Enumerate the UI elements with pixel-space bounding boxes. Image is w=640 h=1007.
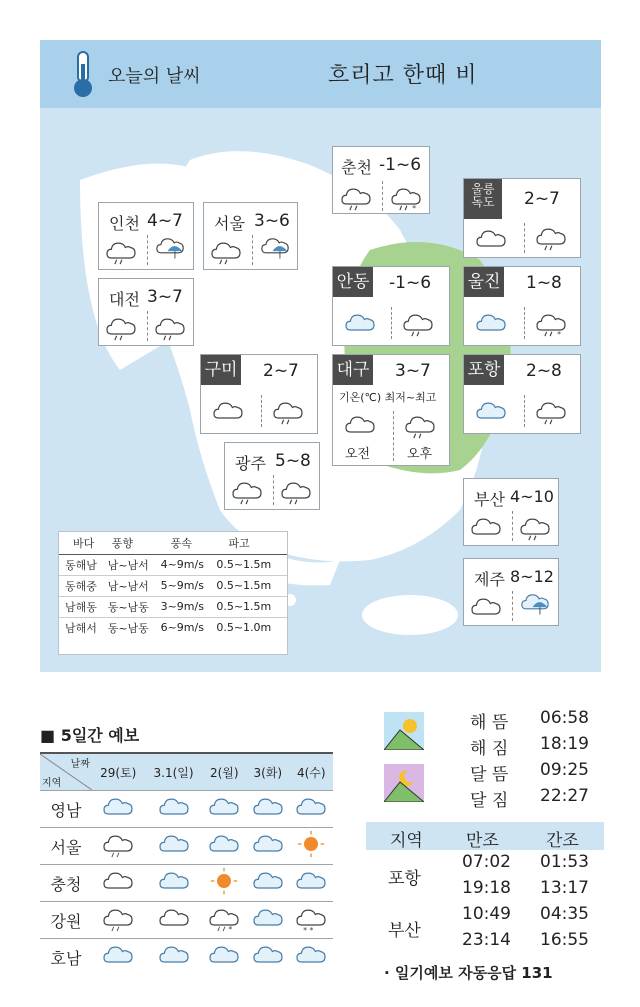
cloud-rain-snow-icon — [203, 902, 246, 939]
cloud-rain-snow-icon — [389, 183, 423, 211]
cloud-rain-icon — [104, 237, 138, 265]
city-name: 대전 — [109, 290, 140, 309]
sea-cell: 0.5~1.5m — [216, 558, 272, 571]
partly-cloudy-icon — [246, 828, 289, 865]
tide-region: 부산 — [388, 921, 421, 941]
city-temp: 3~7 — [395, 361, 431, 381]
sea-cell: 동~남동 — [107, 600, 149, 614]
cloud-snow-icon — [289, 902, 333, 939]
partly-cloudy-icon — [289, 865, 333, 902]
partly-cloudy-icon — [343, 309, 377, 337]
sea-cell: 5~9m/s — [160, 579, 204, 592]
tide-low: 01:53 — [540, 852, 589, 872]
city-temp: 2~8 — [526, 361, 562, 381]
cloud-rain-icon — [401, 309, 435, 337]
umbrella-cloud-icon — [258, 233, 292, 261]
sea-cell: 4~9m/s — [160, 558, 204, 571]
cloud-rain-icon — [209, 237, 243, 265]
city-card-gwangju — [224, 442, 320, 510]
city-temp: 1~8 — [526, 273, 562, 293]
cloud-rain-icon — [339, 183, 373, 211]
forecast5-row — [40, 791, 333, 828]
cloud-rain-icon — [153, 313, 187, 341]
city-name: 인천 — [109, 214, 140, 233]
moonrise-label: 달 뜸 — [470, 765, 509, 785]
city-card-uljin — [463, 266, 581, 346]
city-card-seoul — [203, 202, 298, 270]
city-temp: -1~6 — [379, 155, 422, 175]
day-header: 2(월) — [203, 753, 246, 791]
sea-cell: 0.5~1.5m — [216, 579, 272, 592]
forecast-summary: 흐리고 한때 비 — [328, 63, 478, 88]
page-title: 오늘의 날씨 — [108, 66, 201, 87]
sea-cell: 남해서 — [65, 621, 97, 635]
tide-header-low: 간조 — [546, 831, 579, 851]
city-name-tag: 울진 — [464, 267, 504, 297]
footer-note: · 일기예보 자동응답 131 — [384, 964, 553, 982]
thermometer-icon — [68, 50, 98, 100]
cloud-rain-icon — [104, 313, 138, 341]
city-temp: -1~6 — [389, 273, 432, 293]
cloud-icon — [92, 865, 145, 902]
city-temp: 5~8 — [275, 451, 311, 471]
cloud-rain-icon — [230, 477, 264, 505]
partly-cloudy-icon — [203, 828, 246, 865]
pm-label: 오후 — [407, 447, 433, 462]
sea-header: 파고 — [228, 536, 250, 550]
partly-cloudy-icon — [203, 791, 246, 828]
sea-header: 풍향 — [111, 536, 133, 550]
sea-cell: 남해동 — [65, 600, 97, 614]
city-card-incheon — [98, 202, 194, 270]
cloud-rain-icon — [92, 902, 145, 939]
partly-cloudy-icon — [246, 865, 289, 902]
cloud-icon — [469, 513, 503, 541]
city-name-tag: 안동 — [333, 267, 373, 297]
sea-cell: 6~9m/s — [160, 621, 204, 634]
temp-legend: 기온(℃) 최저~최고 — [339, 391, 437, 404]
forecast5-row — [40, 828, 333, 865]
cloud-icon — [145, 902, 203, 939]
city-name: 춘천 — [341, 158, 372, 177]
moonrise-icon — [384, 764, 424, 802]
sun-icon — [203, 865, 246, 902]
partly-cloudy-icon — [92, 791, 145, 828]
partly-cloudy-icon — [246, 902, 289, 939]
city-card-gumi — [200, 354, 318, 434]
city-card-jeju — [463, 558, 559, 626]
sea-cell: 0.5~1.0m — [216, 621, 272, 634]
sunset-time: 18:19 — [540, 734, 589, 754]
tide-high: 19:18 — [462, 878, 511, 898]
city-temp: 2~7 — [263, 361, 299, 381]
region-label: 서울 — [40, 828, 92, 865]
city-card-chuncheon — [332, 146, 430, 214]
day-header: 4(수) — [289, 753, 333, 791]
city-name-tag: 구미 — [201, 355, 241, 385]
sea-cell: 동해남 — [65, 558, 97, 572]
city-name: 광주 — [235, 454, 266, 473]
cloud-rain-snow-icon — [534, 309, 568, 337]
city-name: 제주 — [474, 570, 505, 589]
sea-cell: 남~남서 — [107, 558, 149, 572]
day-header: 3(화) — [246, 753, 289, 791]
city-temp: 3~6 — [254, 211, 290, 231]
cloud-rain-icon — [534, 397, 568, 425]
corner-cell: 날짜 지역 — [40, 753, 92, 791]
sea-cell: 남~남서 — [107, 579, 149, 593]
city-temp: 3~7 — [147, 287, 183, 307]
city-name: 서울 — [214, 214, 245, 233]
cloud-rain-icon — [279, 477, 313, 505]
cloud-rain-icon — [403, 411, 437, 439]
partly-cloudy-icon — [145, 865, 203, 902]
sea-cell: 동해중 — [65, 579, 97, 593]
region-label: 영남 — [40, 791, 92, 828]
sea-header: 바다 — [73, 536, 95, 550]
svg-text:*: * — [557, 330, 562, 337]
city-temp: 2~7 — [524, 189, 560, 209]
tide-high: 23:14 — [462, 930, 511, 950]
partly-cloudy-icon — [145, 791, 203, 828]
umbrella-cloud-icon — [518, 589, 552, 617]
sunset-label: 해 짐 — [470, 739, 509, 759]
sun-icon — [289, 828, 333, 865]
sea-table — [58, 531, 288, 655]
forecast5-row — [40, 902, 333, 939]
city-card-daegu — [332, 354, 450, 466]
sea-header: 풍속 — [170, 536, 192, 550]
city-temp: 4~7 — [147, 211, 183, 231]
sea-cell: 동~남동 — [107, 621, 149, 635]
forecast5-title: ■ 5일간 예보 — [40, 726, 140, 745]
cloud-rain-icon — [518, 513, 552, 541]
city-temp: 8~12 — [510, 567, 554, 586]
tide-header-high: 만조 — [466, 831, 499, 851]
cloud-rain-icon — [271, 397, 305, 425]
partly-cloudy-icon — [246, 791, 289, 828]
tide-low: 04:35 — [540, 904, 589, 924]
forecast5-grid — [40, 752, 333, 975]
svg-text:* *: * * — [303, 925, 314, 932]
region-label: 호남 — [40, 939, 92, 976]
tide-high: 07:02 — [462, 852, 511, 872]
svg-text:*: * — [228, 925, 233, 932]
forecast5-row — [40, 939, 333, 976]
moonrise-time: 09:25 — [540, 760, 589, 780]
partly-cloudy-icon — [145, 939, 203, 976]
cloud-rain-icon — [92, 828, 145, 865]
tide-header-region: 지역 — [390, 831, 423, 851]
forecast5-row — [40, 865, 333, 902]
city-card-ulleung — [463, 178, 581, 258]
city-name-tag: 포항 — [464, 355, 504, 385]
partly-cloudy-icon — [289, 791, 333, 828]
svg-text:*: * — [412, 204, 417, 211]
moonset-time: 22:27 — [540, 786, 589, 806]
header-bar — [40, 40, 601, 108]
region-label: 강원 — [40, 902, 92, 939]
sunrise-label: 해 뜸 — [470, 713, 509, 733]
city-name: 부산 — [474, 490, 505, 509]
city-temp: 4~10 — [510, 487, 554, 506]
cloud-rain-icon — [534, 223, 568, 251]
partly-cloudy-icon — [246, 939, 289, 976]
tide-region: 포항 — [388, 869, 421, 889]
cloud-icon — [469, 593, 503, 621]
partly-cloudy-icon — [92, 939, 145, 976]
moonset-label: 달 짐 — [470, 791, 509, 811]
sea-cell: 3~9m/s — [160, 600, 204, 613]
day-header: 3.1(일) — [145, 753, 203, 791]
city-card-pohang — [463, 354, 581, 434]
sunrise-icon — [384, 712, 424, 750]
city-card-busan — [463, 478, 559, 546]
partly-cloudy-icon — [474, 397, 508, 425]
sea-cell: 0.5~1.5m — [216, 600, 272, 613]
tide-high: 10:49 — [462, 904, 511, 924]
cloud-icon — [343, 411, 377, 439]
city-card-daejeon — [98, 278, 194, 346]
tide-low: 13:17 — [540, 878, 589, 898]
partly-cloudy-icon — [203, 939, 246, 976]
am-label: 오전 — [345, 447, 371, 462]
cloud-icon — [211, 397, 245, 425]
partly-cloudy-icon — [289, 939, 333, 976]
city-name-tag: 울릉 독도 — [464, 179, 502, 219]
sunrise-time: 06:58 — [540, 708, 589, 728]
region-label: 충청 — [40, 865, 92, 902]
city-card-andong — [332, 266, 450, 346]
partly-cloudy-icon — [474, 309, 508, 337]
day-header: 29(토) — [92, 753, 145, 791]
cloud-icon — [474, 225, 508, 253]
umbrella-cloud-icon — [153, 233, 187, 261]
city-name-tag: 대구 — [333, 355, 373, 385]
tide-low: 16:55 — [540, 930, 589, 950]
partly-cloudy-icon — [145, 828, 203, 865]
